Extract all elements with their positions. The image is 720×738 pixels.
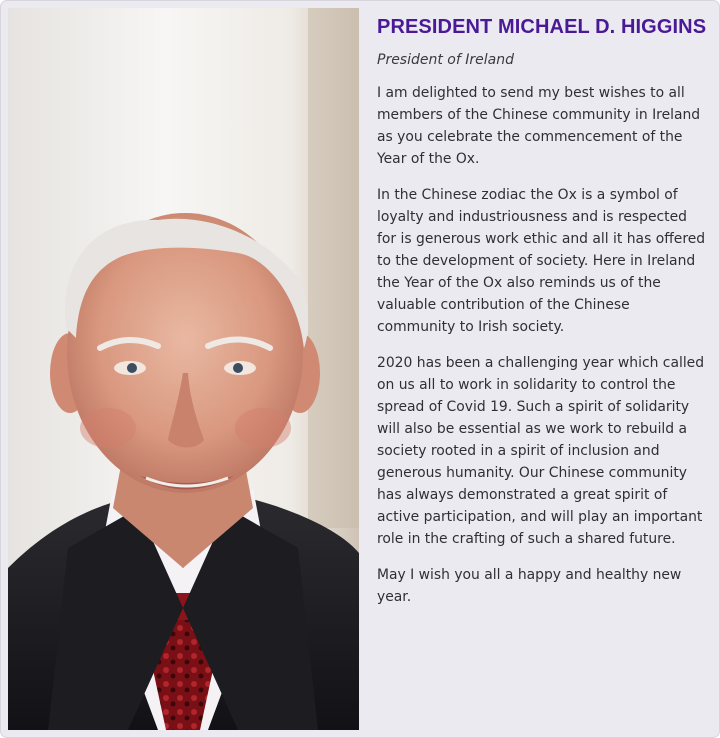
message-content bbox=[377, 15, 707, 608]
message-paragraph: I am delighted to send my best wishes to all members of the Chinese community in Ireland as you celebrate the commencement of the Year of the Ox. bbox=[377, 85, 701, 167]
portrait-photo bbox=[8, 8, 359, 730]
speaker-role: President of Ireland bbox=[377, 52, 514, 68]
message-paragraph: 2020 has been a challenging year which called on us all to work in solidarity to control the spread of Covid 19. Such a spirit of solidarity will also be essential as we work to rebuild a society rooted in a spirit of inclusion and generous humanity. Our Chinese community has always demonstrated a great spirit of active participation, and will play an important role in the crafting of such a shared future. bbox=[377, 355, 705, 547]
message-paragraph: In the Chinese zodiac the Ox is a symbol of loyalty and industriousness and is respected for is generous work ethic and all it has offered to the development of society. Here in Ireland the Year of the Ox also reminds us of the valuable contribution of the Chinese community to Irish society. bbox=[377, 187, 706, 335]
speaker-name: PRESIDENT MICHAEL D. HIGGINS bbox=[377, 16, 707, 38]
message-paragraph: May I wish you all a happy and healthy new year. bbox=[377, 567, 682, 605]
